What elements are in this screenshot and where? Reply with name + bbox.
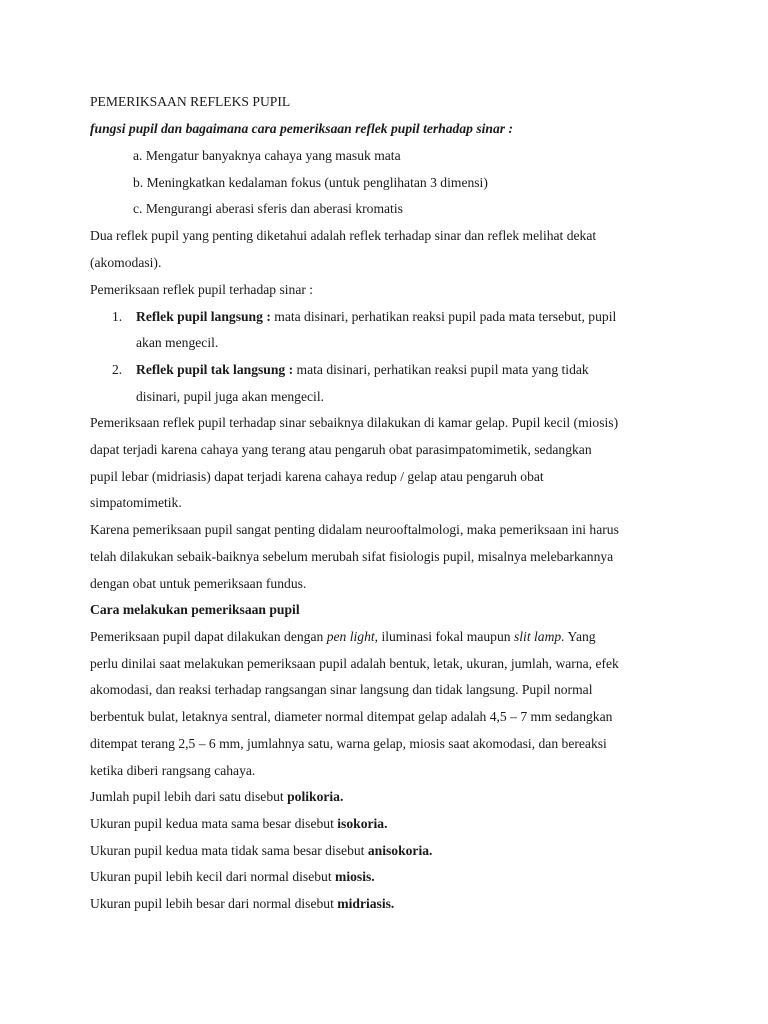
method-term-slit-lamp: slit lamp.	[513, 629, 565, 644]
definition-term: isokoria.	[337, 816, 388, 831]
function-item: a. Mengatur banyaknya cahaya yang masuk mata	[133, 148, 401, 163]
function-item: c. Mengurangi aberasi sferis dan aberasi kromatis	[133, 201, 403, 216]
definition-text: Jumlah pupil lebih dari satu disebut	[90, 789, 288, 804]
paragraph-line: telah dilakukan sebaik-baiknya sebelum merubah sifat fisiologis pupil, misalnya melebarkannya	[90, 549, 614, 564]
definition-line	[90, 868, 375, 886]
method-line: berbentuk bulat, letaknya sentral, diameter normal ditempat gelap adalah 4,5 – 7 mm sedangkan	[90, 709, 613, 724]
document-title: PEMERIKSAAN REFLEKS PUPIL	[90, 94, 291, 109]
intro-line: (akomodasi).	[90, 255, 162, 270]
paragraph-line: Karena pemeriksaan pupil sangat penting didalam neurooftalmologi, maka pemeriksaan ini harus	[90, 522, 619, 537]
reflex-item	[136, 361, 589, 379]
method-line: ditempat terang 2,5 – 6 mm, jumlahnya satu, warna gelap, miosis saat akomodasi, dan bereaksi	[90, 736, 607, 751]
definition-text: Ukuran pupil kedua mata sama besar disebut	[90, 816, 338, 831]
reflex-term: Reflek pupil langsung :	[136, 309, 271, 324]
paragraph-line: dengan obat untuk pemeriksaan fundus.	[90, 576, 307, 591]
method-line: akomodasi, dan reaksi terhadap rangsangan sinar langsung dan tidak langsung. Pupil normal	[90, 682, 593, 697]
paragraph-line: Pemeriksaan reflek pupil terhadap sinar sebaiknya dilakukan di kamar gelap. Pupil kecil (miosis)	[90, 415, 619, 430]
method-line: perlu dinilai saat melakukan pemeriksaan pupil adalah bentuk, letak, ukuran, jumlah, warna, efek	[90, 656, 619, 671]
method-term-pen-light: pen light	[326, 629, 375, 644]
method-text: Pemeriksaan pupil dapat dilakukan dengan	[90, 629, 327, 644]
method-text: , iluminasi fokal maupun	[374, 629, 514, 644]
document-subtitle: fungsi pupil dan bagaimana cara pemeriksaan reflek pupil terhadap sinar :	[90, 121, 513, 136]
reflex-desc: mata disinari, perhatikan reaksi pupil pada mata tersebut, pupil	[270, 309, 617, 324]
section-heading: Cara melakukan pemeriksaan pupil	[90, 602, 300, 617]
definition-term: anisokoria.	[367, 843, 433, 858]
reflex-desc: mata disinari, perhatikan reaksi pupil mata yang tidak	[293, 362, 589, 377]
list-number: 1.	[112, 309, 123, 324]
method-text: Yang	[564, 629, 596, 644]
paragraph-line: dapat terjadi karena cahaya yang terang atau pengaruh obat parasimpatomimetik, sedangkan	[90, 442, 592, 457]
definition-line	[90, 842, 432, 860]
list-number: 2.	[112, 362, 123, 377]
reflex-item	[136, 308, 616, 326]
reflex-desc-cont: akan mengecil.	[136, 335, 219, 350]
definition-text: Ukuran pupil kedua mata tidak sama besar disebut	[90, 843, 368, 858]
definition-line	[90, 895, 394, 913]
definition-term: polikoria.	[287, 789, 344, 804]
exam-intro: Pemeriksaan reflek pupil terhadap sinar :	[90, 282, 314, 297]
method-line	[90, 628, 596, 646]
definition-line	[90, 788, 343, 806]
function-item: b. Meningkatkan kedalaman fokus (untuk penglihatan 3 dimensi)	[133, 175, 488, 190]
intro-line: Dua reflek pupil yang penting diketahui adalah reflek terhadap sinar dan reflek melihat dekat	[90, 228, 597, 243]
reflex-desc-cont: disinari, pupil juga akan mengecil.	[136, 389, 324, 404]
definition-text: Ukuran pupil lebih besar dari normal disebut	[90, 896, 338, 911]
reflex-term: Reflek pupil tak langsung :	[136, 362, 294, 377]
paragraph-line: pupil lebar (midriasis) dapat terjadi karena cahaya redup / gelap atau pengaruh obat	[90, 469, 544, 484]
paragraph-line: simpatomimetik.	[90, 495, 182, 510]
definition-term: midriasis.	[337, 896, 395, 911]
definition-text: Ukuran pupil lebih kecil dari normal disebut	[90, 869, 336, 884]
definition-line	[90, 815, 388, 833]
definition-term: miosis.	[335, 869, 375, 884]
method-line: ketika diberi rangsang cahaya.	[90, 763, 256, 778]
